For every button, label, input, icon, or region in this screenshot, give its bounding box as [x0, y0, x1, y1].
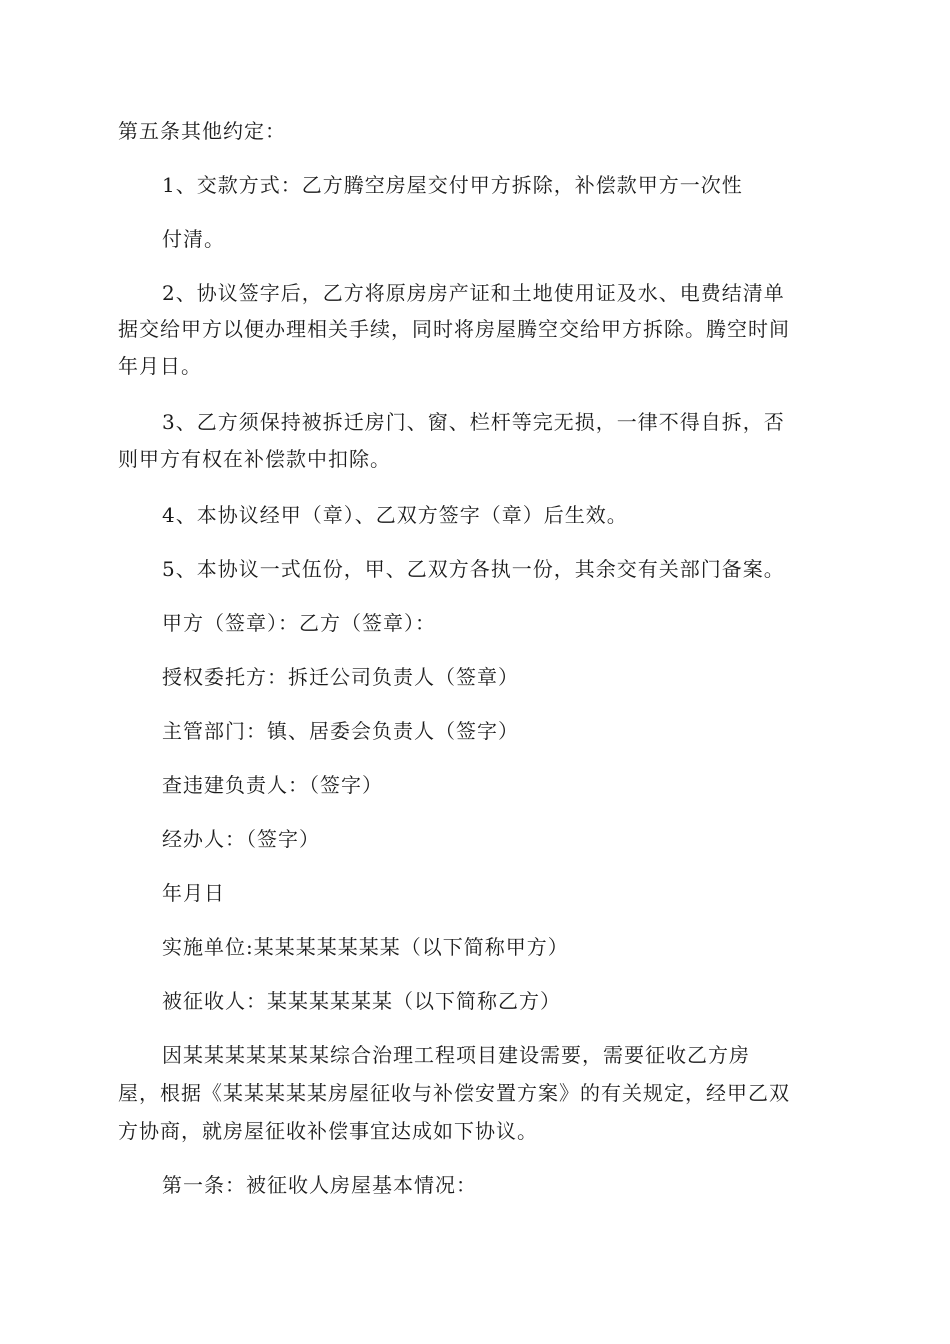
- handler-signature: 经办人：（签字）: [162, 827, 320, 851]
- date-line: 年月日: [162, 881, 225, 905]
- preamble-line-2: 屋，根据《某某某某某房屋征收与补偿安置方案》的有关规定，经甲乙双: [118, 1081, 790, 1105]
- clause-1-line-2: 付清。: [162, 227, 225, 251]
- supervising-department-signature: 主管部门：镇、居委会负责人（签字）: [162, 719, 519, 743]
- violation-inspector-signature: 查违建负责人：（签字）: [162, 773, 383, 797]
- authorized-party-signature: 授权委托方：拆迁公司负责人（签章）: [162, 665, 519, 689]
- party-signatures: 甲方（签章）：乙方（签章）：: [162, 611, 436, 635]
- article-five-heading: 第五条其他约定：: [118, 119, 286, 143]
- implementing-unit: 实施单位:某某某某某某某（以下简称甲方）: [162, 935, 569, 959]
- clause-5: 5、本协议一式伍份，甲、乙双方各执一份，其余交有关部门备案。: [162, 557, 785, 581]
- clause-2-line-3: 年月日。: [118, 354, 202, 378]
- preamble-line-1: 因某某某某某某某综合治理工程项目建设需要，需要征收乙方房: [162, 1043, 750, 1067]
- clause-2-line-2: 据交给甲方以便办理相关手续，同时将房屋腾空交给甲方拆除。腾空时间: [118, 317, 790, 341]
- expropriated-person: 被征收人：某某某某某某（以下简称乙方）: [162, 989, 561, 1013]
- clause-1-line-1: 1、交款方式：乙方腾空房屋交付甲方拆除，补偿款甲方一次性: [162, 173, 743, 197]
- clause-2-line-1: 2、协议签字后，乙方将原房房产证和土地使用证及水、电费结清单: [162, 281, 785, 305]
- clause-4: 4、本协议经甲（章）、乙双方签字（章）后生效。: [162, 503, 628, 527]
- clause-3-line-1: 3、乙方须保持被拆迁房门、窗、栏杆等完无损，一律不得自拆，否: [162, 410, 785, 434]
- article-one-heading: 第一条：被征收人房屋基本情况：: [162, 1173, 477, 1197]
- preamble-line-3: 方协商，就房屋征收补偿事宜达成如下协议。: [118, 1119, 538, 1143]
- clause-3-line-2: 则甲方有权在补偿款中扣除。: [118, 447, 391, 471]
